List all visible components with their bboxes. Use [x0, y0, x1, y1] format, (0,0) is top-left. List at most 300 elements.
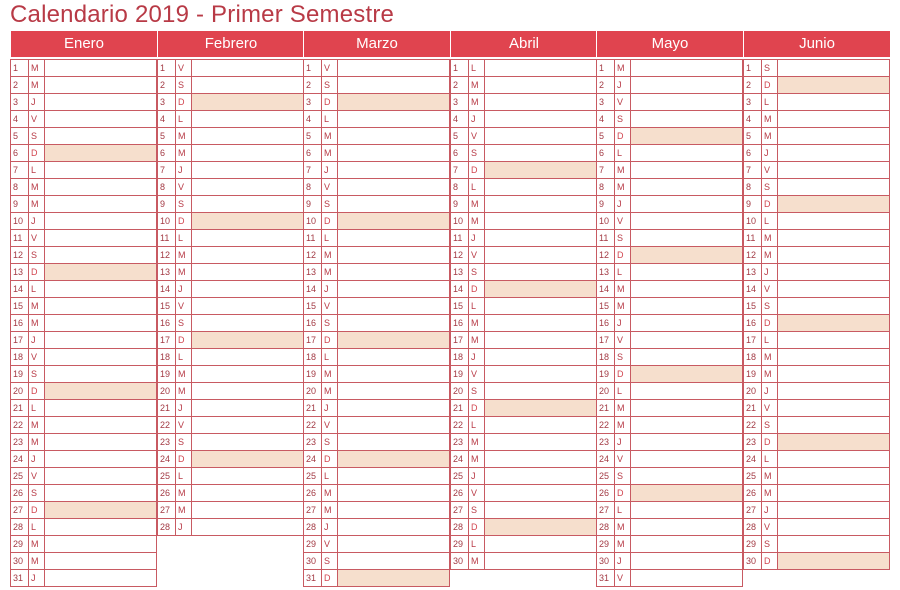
day-row	[744, 332, 889, 349]
note-cell[interactable]	[191, 366, 303, 382]
weekday-letter: J	[468, 349, 484, 365]
note-cell[interactable]	[191, 162, 303, 178]
sunday-row	[11, 502, 156, 519]
note-cell[interactable]	[337, 383, 449, 399]
note-cell[interactable]	[484, 536, 596, 552]
note-cell[interactable]	[191, 179, 303, 195]
note-cell[interactable]	[191, 196, 303, 212]
day-row	[451, 111, 596, 128]
day-row	[11, 213, 156, 230]
note-cell[interactable]	[191, 94, 303, 110]
note-cell[interactable]	[777, 400, 889, 416]
note-cell[interactable]	[630, 247, 742, 263]
note-cell[interactable]	[777, 349, 889, 365]
weekday-letter: S	[614, 468, 630, 484]
note-cell[interactable]	[191, 264, 303, 280]
note-cell[interactable]	[44, 111, 156, 127]
day-number: 14	[599, 284, 610, 294]
weekday-letter: J	[28, 570, 44, 586]
note-cell[interactable]	[484, 264, 596, 280]
day-number: 13	[453, 267, 464, 277]
note-cell[interactable]	[337, 349, 449, 365]
note-cell[interactable]	[630, 400, 742, 416]
day-number: 1	[160, 63, 166, 73]
note-cell[interactable]	[484, 111, 596, 127]
day-number: 13	[599, 267, 610, 277]
day-number: 29	[453, 539, 464, 549]
note-cell[interactable]	[191, 230, 303, 246]
note-cell[interactable]	[44, 247, 156, 263]
day-row	[744, 298, 889, 315]
note-cell[interactable]	[630, 485, 742, 501]
note-cell[interactable]	[191, 315, 303, 331]
weekday-letter: J	[614, 315, 630, 331]
weekday-letter: J	[468, 111, 484, 127]
note-cell[interactable]	[44, 128, 156, 144]
day-row	[11, 485, 156, 502]
day-row	[158, 145, 303, 162]
note-cell[interactable]	[191, 213, 303, 229]
note-cell[interactable]	[630, 196, 742, 212]
note-cell[interactable]	[191, 111, 303, 127]
note-cell[interactable]	[337, 145, 449, 161]
note-cell[interactable]	[191, 434, 303, 450]
weekday-letter: D	[614, 366, 630, 382]
note-cell[interactable]	[484, 281, 596, 297]
note-cell[interactable]	[44, 94, 156, 110]
note-cell[interactable]	[484, 179, 596, 195]
note-cell[interactable]	[777, 519, 889, 535]
weekday-letter: J	[614, 196, 630, 212]
note-cell[interactable]	[777, 502, 889, 518]
day-number: 25	[453, 471, 464, 481]
sunday-row	[744, 196, 889, 213]
note-cell[interactable]	[484, 383, 596, 399]
note-cell[interactable]	[630, 77, 742, 93]
day-row	[11, 247, 156, 264]
sunday-row	[451, 519, 596, 536]
note-cell[interactable]	[484, 553, 596, 569]
month-column-enero	[10, 31, 157, 587]
weekday-letter: M	[28, 553, 44, 569]
day-number: 10	[306, 216, 317, 226]
note-cell[interactable]	[484, 400, 596, 416]
note-cell[interactable]	[337, 366, 449, 382]
day-row	[597, 145, 742, 162]
note-cell[interactable]	[630, 60, 742, 76]
day-number: 31	[306, 573, 317, 583]
note-cell[interactable]	[630, 145, 742, 161]
note-cell[interactable]	[777, 298, 889, 314]
note-cell[interactable]	[777, 434, 889, 450]
note-cell[interactable]	[630, 553, 742, 569]
weekday-letter: D	[761, 315, 777, 331]
note-cell[interactable]	[630, 417, 742, 433]
note-cell[interactable]	[777, 536, 889, 552]
note-cell[interactable]	[777, 485, 889, 501]
note-cell[interactable]	[337, 468, 449, 484]
note-cell[interactable]	[484, 213, 596, 229]
note-cell[interactable]	[337, 315, 449, 331]
note-cell[interactable]	[630, 264, 742, 280]
note-cell[interactable]	[44, 162, 156, 178]
note-cell[interactable]	[337, 128, 449, 144]
note-cell[interactable]	[630, 451, 742, 467]
note-cell[interactable]	[44, 536, 156, 552]
weekday-letter: V	[28, 468, 44, 484]
day-number: 7	[746, 165, 752, 175]
note-cell[interactable]	[484, 315, 596, 331]
note-cell[interactable]	[777, 247, 889, 263]
weekday-letter: M	[614, 60, 630, 76]
note-cell[interactable]	[337, 485, 449, 501]
day-number: 25	[13, 471, 24, 481]
day-number: 5	[306, 131, 312, 141]
note-cell[interactable]	[337, 60, 449, 76]
day-number: 1	[746, 63, 752, 73]
note-cell[interactable]	[777, 468, 889, 484]
note-cell[interactable]	[777, 162, 889, 178]
note-cell[interactable]	[484, 196, 596, 212]
day-row	[304, 434, 449, 451]
note-cell[interactable]	[44, 434, 156, 450]
sunday-row	[158, 451, 303, 468]
day-number: 28	[746, 522, 757, 532]
note-cell[interactable]	[44, 196, 156, 212]
note-cell[interactable]	[484, 298, 596, 314]
day-number: 15	[306, 301, 317, 311]
sunday-row	[744, 553, 889, 570]
day-list	[743, 59, 890, 570]
note-cell[interactable]	[191, 332, 303, 348]
note-cell[interactable]	[44, 213, 156, 229]
note-cell[interactable]	[44, 400, 156, 416]
note-cell[interactable]	[630, 570, 742, 586]
weekday-letter: D	[28, 145, 44, 161]
note-cell[interactable]	[191, 417, 303, 433]
note-cell[interactable]	[191, 400, 303, 416]
day-number: 12	[160, 250, 171, 260]
note-cell[interactable]	[484, 77, 596, 93]
day-row	[451, 145, 596, 162]
note-cell[interactable]	[630, 94, 742, 110]
day-row	[11, 281, 156, 298]
weekday-letter: V	[468, 247, 484, 263]
day-number: 14	[306, 284, 317, 294]
weekday-letter: L	[28, 519, 44, 535]
note-cell[interactable]	[44, 264, 156, 280]
sunday-row	[597, 366, 742, 383]
note-cell[interactable]	[484, 468, 596, 484]
note-cell[interactable]	[337, 94, 449, 110]
weekday-letter: S	[321, 315, 337, 331]
sunday-row	[11, 264, 156, 281]
day-row	[11, 366, 156, 383]
day-row	[744, 366, 889, 383]
note-cell[interactable]	[484, 349, 596, 365]
day-number: 25	[599, 471, 610, 481]
weekday-letter: V	[175, 417, 191, 433]
weekday-letter: S	[614, 230, 630, 246]
day-number: 21	[160, 403, 171, 413]
weekday-letter: S	[28, 247, 44, 263]
note-cell[interactable]	[337, 264, 449, 280]
note-cell[interactable]	[777, 128, 889, 144]
note-cell[interactable]	[484, 128, 596, 144]
note-cell[interactable]	[777, 264, 889, 280]
note-cell[interactable]	[191, 349, 303, 365]
note-cell[interactable]	[630, 434, 742, 450]
note-cell[interactable]	[484, 417, 596, 433]
weekday-letter: M	[468, 94, 484, 110]
day-number: 8	[160, 182, 166, 192]
weekday-letter: V	[614, 332, 630, 348]
note-cell[interactable]	[630, 349, 742, 365]
day-row	[451, 502, 596, 519]
note-cell[interactable]	[44, 60, 156, 76]
note-cell[interactable]	[337, 332, 449, 348]
weekday-letter: L	[321, 349, 337, 365]
note-cell[interactable]	[484, 247, 596, 263]
note-cell[interactable]	[630, 502, 742, 518]
note-cell[interactable]	[630, 519, 742, 535]
note-cell[interactable]	[337, 451, 449, 467]
note-cell[interactable]	[630, 179, 742, 195]
note-cell[interactable]	[630, 281, 742, 297]
weekday-letter: V	[614, 213, 630, 229]
note-cell[interactable]	[44, 332, 156, 348]
note-cell[interactable]	[337, 400, 449, 416]
note-cell[interactable]	[191, 485, 303, 501]
note-cell[interactable]	[191, 519, 303, 535]
day-number: 4	[453, 114, 459, 124]
note-cell[interactable]	[337, 247, 449, 263]
weekday-letter: J	[761, 264, 777, 280]
note-cell[interactable]	[191, 383, 303, 399]
day-number: 13	[160, 267, 171, 277]
note-cell[interactable]	[484, 434, 596, 450]
note-cell[interactable]	[191, 502, 303, 518]
note-cell[interactable]	[337, 196, 449, 212]
note-cell[interactable]	[777, 213, 889, 229]
day-row	[451, 213, 596, 230]
day-number: 11	[453, 233, 463, 243]
note-cell[interactable]	[777, 553, 889, 569]
month-header: Marzo	[303, 31, 450, 57]
note-cell[interactable]	[630, 366, 742, 382]
day-number: 6	[160, 148, 166, 158]
note-cell[interactable]	[44, 553, 156, 569]
note-cell[interactable]	[777, 366, 889, 382]
note-cell[interactable]	[191, 451, 303, 467]
note-cell[interactable]	[777, 315, 889, 331]
weekday-letter: L	[614, 383, 630, 399]
weekday-letter: M	[28, 417, 44, 433]
note-cell[interactable]	[337, 434, 449, 450]
note-cell[interactable]	[44, 570, 156, 586]
note-cell[interactable]	[484, 332, 596, 348]
day-number: 29	[599, 539, 610, 549]
note-cell[interactable]	[337, 417, 449, 433]
note-cell[interactable]	[191, 60, 303, 76]
note-cell[interactable]	[777, 60, 889, 76]
note-cell[interactable]	[777, 179, 889, 195]
note-cell[interactable]	[484, 519, 596, 535]
day-number: 11	[13, 233, 23, 243]
note-cell[interactable]	[44, 383, 156, 399]
note-cell[interactable]	[337, 162, 449, 178]
note-cell[interactable]	[337, 213, 449, 229]
note-cell[interactable]	[337, 111, 449, 127]
note-cell[interactable]	[484, 485, 596, 501]
day-row	[304, 128, 449, 145]
note-cell[interactable]	[191, 298, 303, 314]
day-number: 27	[453, 505, 464, 515]
note-cell[interactable]	[44, 315, 156, 331]
day-number: 15	[746, 301, 757, 311]
note-cell[interactable]	[337, 536, 449, 552]
weekday-letter: S	[614, 111, 630, 127]
day-list	[303, 59, 450, 587]
weekday-letter: M	[175, 366, 191, 382]
day-row	[11, 519, 156, 536]
note-cell[interactable]	[191, 468, 303, 484]
weekday-letter: M	[468, 332, 484, 348]
note-cell[interactable]	[337, 570, 449, 586]
day-number: 21	[453, 403, 464, 413]
day-row	[158, 417, 303, 434]
note-cell[interactable]	[777, 451, 889, 467]
note-cell[interactable]	[44, 417, 156, 433]
note-cell[interactable]	[337, 502, 449, 518]
note-cell[interactable]	[484, 451, 596, 467]
note-cell[interactable]	[337, 77, 449, 93]
note-cell[interactable]	[777, 145, 889, 161]
note-cell[interactable]	[777, 230, 889, 246]
note-cell[interactable]	[777, 196, 889, 212]
note-cell[interactable]	[44, 349, 156, 365]
note-cell[interactable]	[484, 94, 596, 110]
note-cell[interactable]	[44, 298, 156, 314]
note-cell[interactable]	[630, 230, 742, 246]
note-cell[interactable]	[337, 553, 449, 569]
note-cell[interactable]	[44, 366, 156, 382]
day-number: 16	[306, 318, 317, 328]
note-cell[interactable]	[777, 417, 889, 433]
month-column-marzo	[303, 31, 450, 587]
weekday-letter: V	[614, 570, 630, 586]
weekday-letter: S	[175, 77, 191, 93]
note-cell[interactable]	[630, 468, 742, 484]
day-row	[451, 366, 596, 383]
day-row	[304, 145, 449, 162]
note-cell[interactable]	[484, 60, 596, 76]
weekday-letter: M	[468, 196, 484, 212]
day-number: 27	[599, 505, 610, 515]
day-row	[304, 366, 449, 383]
note-cell[interactable]	[44, 451, 156, 467]
note-cell[interactable]	[44, 77, 156, 93]
note-cell[interactable]	[484, 145, 596, 161]
day-row	[451, 383, 596, 400]
note-cell[interactable]	[484, 366, 596, 382]
note-cell[interactable]	[191, 281, 303, 297]
note-cell[interactable]	[44, 519, 156, 535]
day-number: 18	[160, 352, 171, 362]
weekday-letter: L	[28, 162, 44, 178]
weekday-letter: L	[321, 111, 337, 127]
note-cell[interactable]	[630, 128, 742, 144]
note-cell[interactable]	[777, 332, 889, 348]
weekday-letter: L	[468, 60, 484, 76]
day-row	[744, 162, 889, 179]
day-number: 2	[746, 80, 752, 90]
note-cell[interactable]	[484, 502, 596, 518]
note-cell[interactable]	[44, 145, 156, 161]
note-cell[interactable]	[337, 519, 449, 535]
note-cell[interactable]	[630, 213, 742, 229]
note-cell[interactable]	[630, 298, 742, 314]
day-number: 9	[13, 199, 19, 209]
note-cell[interactable]	[337, 281, 449, 297]
note-cell[interactable]	[777, 111, 889, 127]
note-cell[interactable]	[337, 298, 449, 314]
day-number: 25	[160, 471, 171, 481]
day-row	[744, 94, 889, 111]
weekday-letter: S	[761, 60, 777, 76]
day-row	[158, 400, 303, 417]
note-cell[interactable]	[44, 468, 156, 484]
day-row	[304, 196, 449, 213]
weekday-letter: M	[468, 553, 484, 569]
weekday-letter: D	[321, 451, 337, 467]
weekday-letter: M	[321, 247, 337, 263]
day-list	[596, 59, 743, 587]
note-cell[interactable]	[777, 281, 889, 297]
note-cell[interactable]	[337, 230, 449, 246]
note-cell[interactable]	[777, 94, 889, 110]
note-cell[interactable]	[777, 77, 889, 93]
note-cell[interactable]	[630, 162, 742, 178]
note-cell[interactable]	[484, 162, 596, 178]
note-cell[interactable]	[484, 230, 596, 246]
note-cell[interactable]	[191, 145, 303, 161]
note-cell[interactable]	[44, 281, 156, 297]
day-number: 24	[599, 454, 610, 464]
note-cell[interactable]	[630, 111, 742, 127]
note-cell[interactable]	[44, 485, 156, 501]
day-number: 11	[746, 233, 756, 243]
note-cell[interactable]	[630, 536, 742, 552]
note-cell[interactable]	[191, 128, 303, 144]
weekday-letter: M	[321, 264, 337, 280]
note-cell[interactable]	[630, 383, 742, 399]
day-row	[11, 162, 156, 179]
note-cell[interactable]	[44, 502, 156, 518]
note-cell[interactable]	[44, 230, 156, 246]
note-cell[interactable]	[337, 179, 449, 195]
note-cell[interactable]	[630, 332, 742, 348]
weekday-letter: M	[614, 536, 630, 552]
note-cell[interactable]	[630, 315, 742, 331]
weekday-letter: S	[175, 196, 191, 212]
note-cell[interactable]	[191, 247, 303, 263]
note-cell[interactable]	[191, 77, 303, 93]
day-number: 12	[746, 250, 757, 260]
note-cell[interactable]	[44, 179, 156, 195]
note-cell[interactable]	[777, 383, 889, 399]
day-row	[597, 400, 742, 417]
